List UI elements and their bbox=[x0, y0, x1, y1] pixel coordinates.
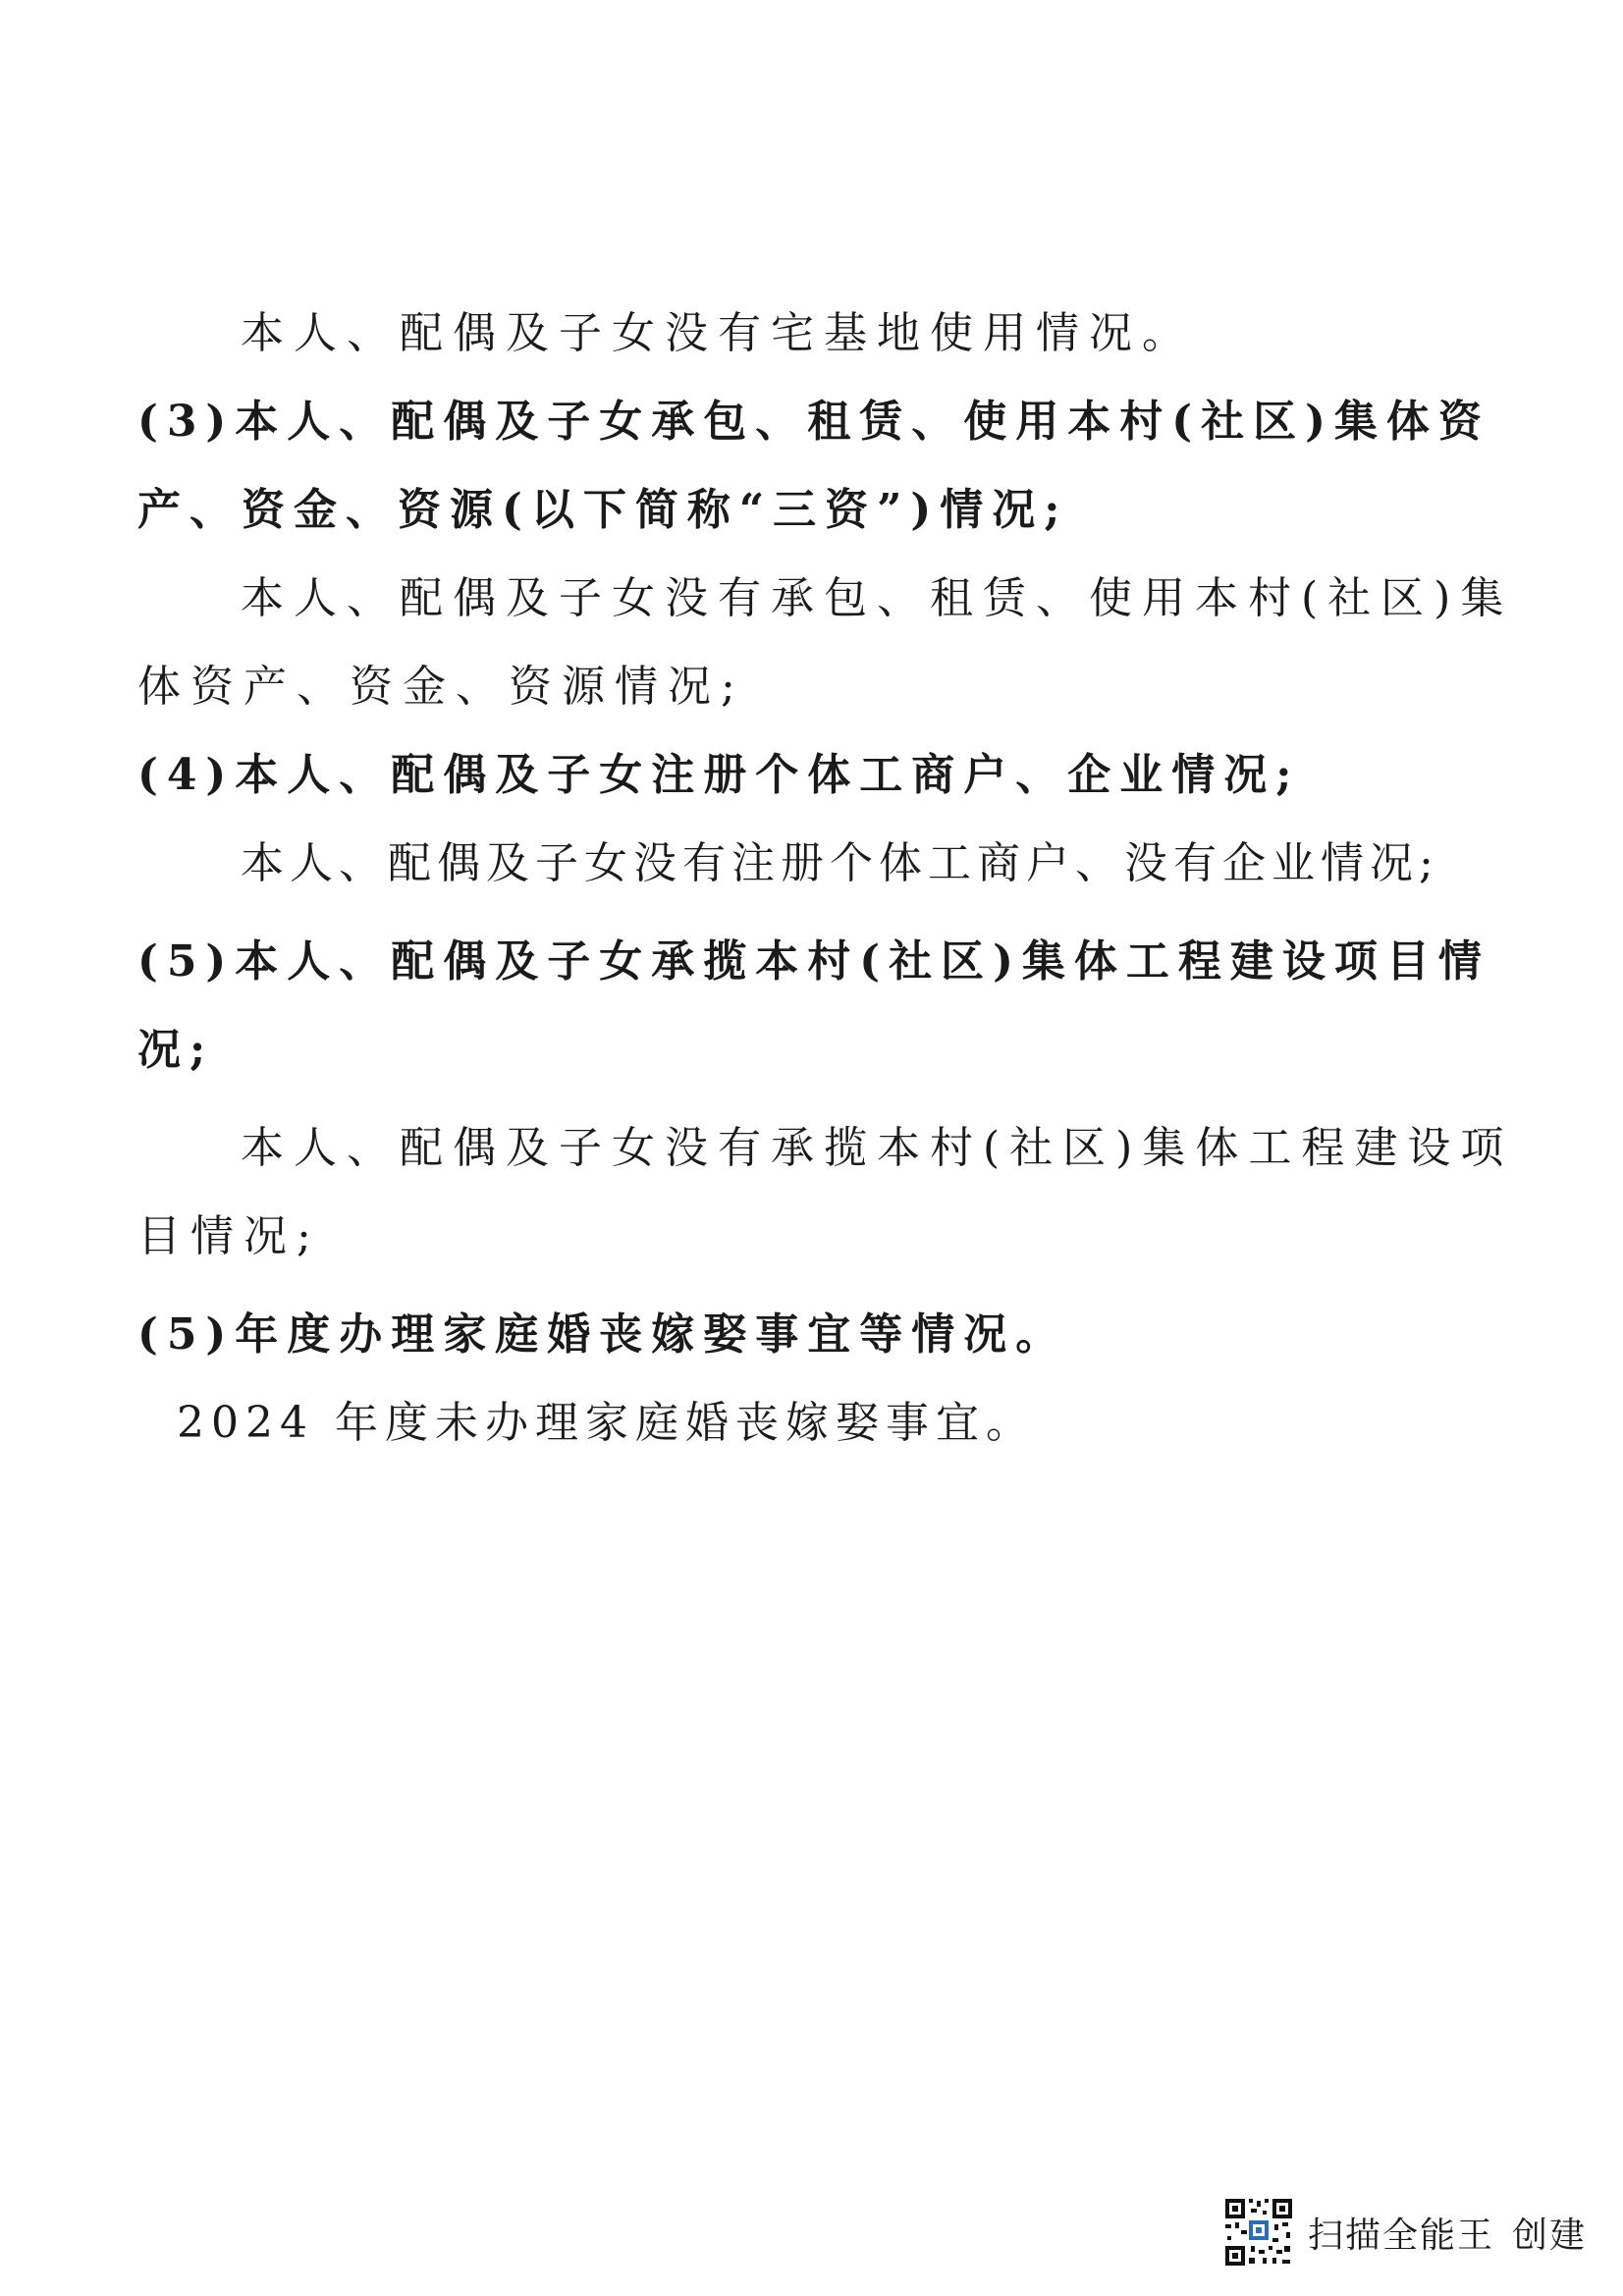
text-line-business-answer: 本人、配偶及子女没有注册个体工商户、没有企业情况; bbox=[241, 838, 1439, 888]
scanner-app-name: 扫描全能王 bbox=[1308, 2215, 1495, 2256]
text-line-housing-answer: 本人、配偶及子女没有宅基地使用情况。 bbox=[241, 308, 1195, 358]
scanner-watermark bbox=[1223, 2193, 1587, 2271]
created-label: 创建 bbox=[1512, 2215, 1588, 2256]
heading-item-5b: (5)年度办理家庭婚丧嫁娶事宜等情况。 bbox=[137, 1309, 1068, 1360]
text-line-assets-answer-2: 体资产、资金、资源情况; bbox=[137, 662, 745, 712]
heading-item-4: (4)本人、配偶及子女注册个体工商户、企业情况; bbox=[137, 750, 1301, 800]
qr-code-icon bbox=[1223, 2197, 1294, 2268]
heading-item-3-line-1: (3)本人、配偶及子女承包、租赁、使用本村(社区)集体资 bbox=[137, 397, 1490, 447]
text-line-wedding-answer: 2024 年度未办理家庭婚丧嫁娶事宜。 bbox=[177, 1398, 1036, 1448]
heading-item-5a-line-2: 况; bbox=[137, 1025, 215, 1075]
text-line-project-answer-2: 目情况; bbox=[137, 1211, 321, 1261]
scanner-credit bbox=[1308, 2208, 1587, 2258]
heading-item-5a-line-1: (5)本人、配偶及子女承揽本村(社区)集体工程建设项目情 bbox=[137, 936, 1490, 987]
text-line-assets-answer-1: 本人、配偶及子女没有承包、租赁、使用本村(社区)集 bbox=[241, 573, 1514, 623]
heading-item-3-line-2: 产、资金、资源(以下简称“三资”)情况; bbox=[137, 485, 1069, 535]
text-line-project-answer-1: 本人、配偶及子女没有承揽本村(社区)集体工程建设项 bbox=[241, 1123, 1514, 1173]
